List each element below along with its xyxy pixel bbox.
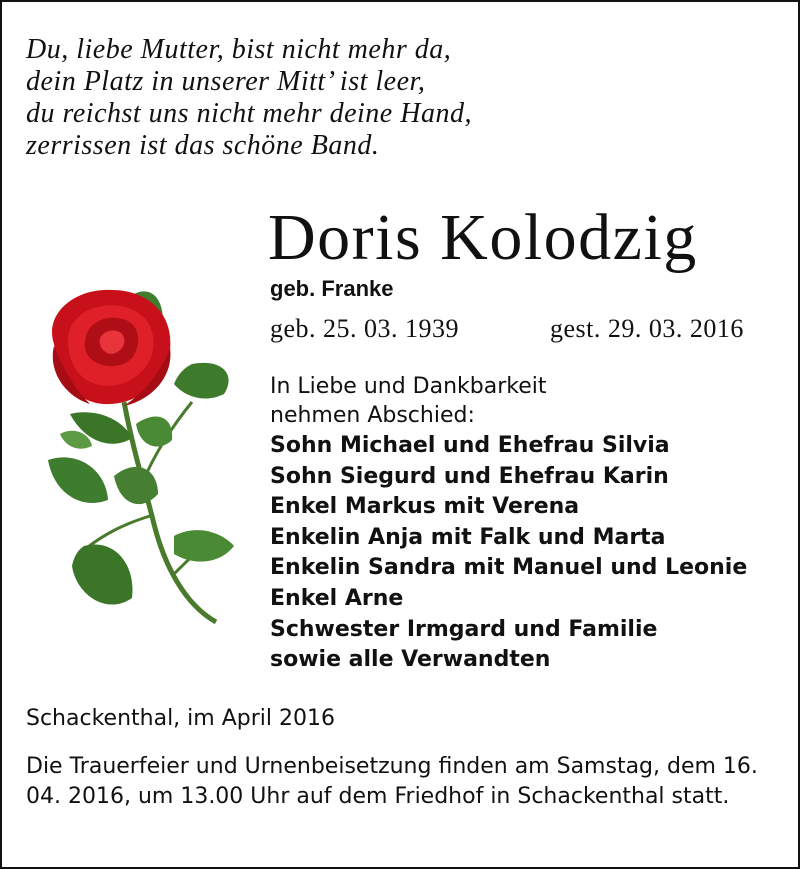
mourners-list [270,431,747,676]
memorial-poem [26,34,586,162]
intro-line-1: In Liebe und Dankbarkeit [270,374,547,399]
mourner-item: Schwester Irmgard und Familie [270,616,658,642]
poem-line-1: Du, liebe Mutter, bist nicht mehr da, [26,34,452,65]
birth-date: geb. 25. 03. 1939 [270,314,460,343]
mourner-item: Enkel Markus mit Verena [270,494,580,520]
poem-line-2: dein Platz in unserer Mitt’ ist leer, [26,66,426,97]
deceased-name: Doris Kolodzig [268,201,698,274]
mourner-item: Sohn Michael und Ehefrau Silvia [270,433,670,458]
death-date: gest. 29. 03. 2016 [550,314,744,343]
place-date: Schackenthal, im April 2016 [26,706,335,731]
farewell-intro [270,372,547,430]
mourner-item: Enkel Arne [270,585,404,611]
funeral-notice: Die Trauerfeier und Urnenbeisetzung finden am Samstag, dem 16. 04. 2016, um 13.00 Uhr auf dem Friedhof in Schackenthal statt. [26,754,758,809]
poem-line-4: zerrissen ist das schöne Band. [26,130,380,161]
red-rose-icon [24,284,234,644]
mourner-item: Enkelin Sandra mit Manuel und Leonie [270,555,748,581]
mourner-item: Enkelin Anja mit Falk und Marta [270,524,666,550]
intro-line-2: nehmen Abschied: [270,403,475,428]
maiden-name: geb. Franke [270,276,394,301]
mourner-item: sowie alle Verwandten [270,647,551,673]
poem-line-3: du reichst uns nicht mehr deine Hand, [26,98,472,129]
mourner-item: Sohn Siegurd und Ehefrau Karin [270,463,669,489]
